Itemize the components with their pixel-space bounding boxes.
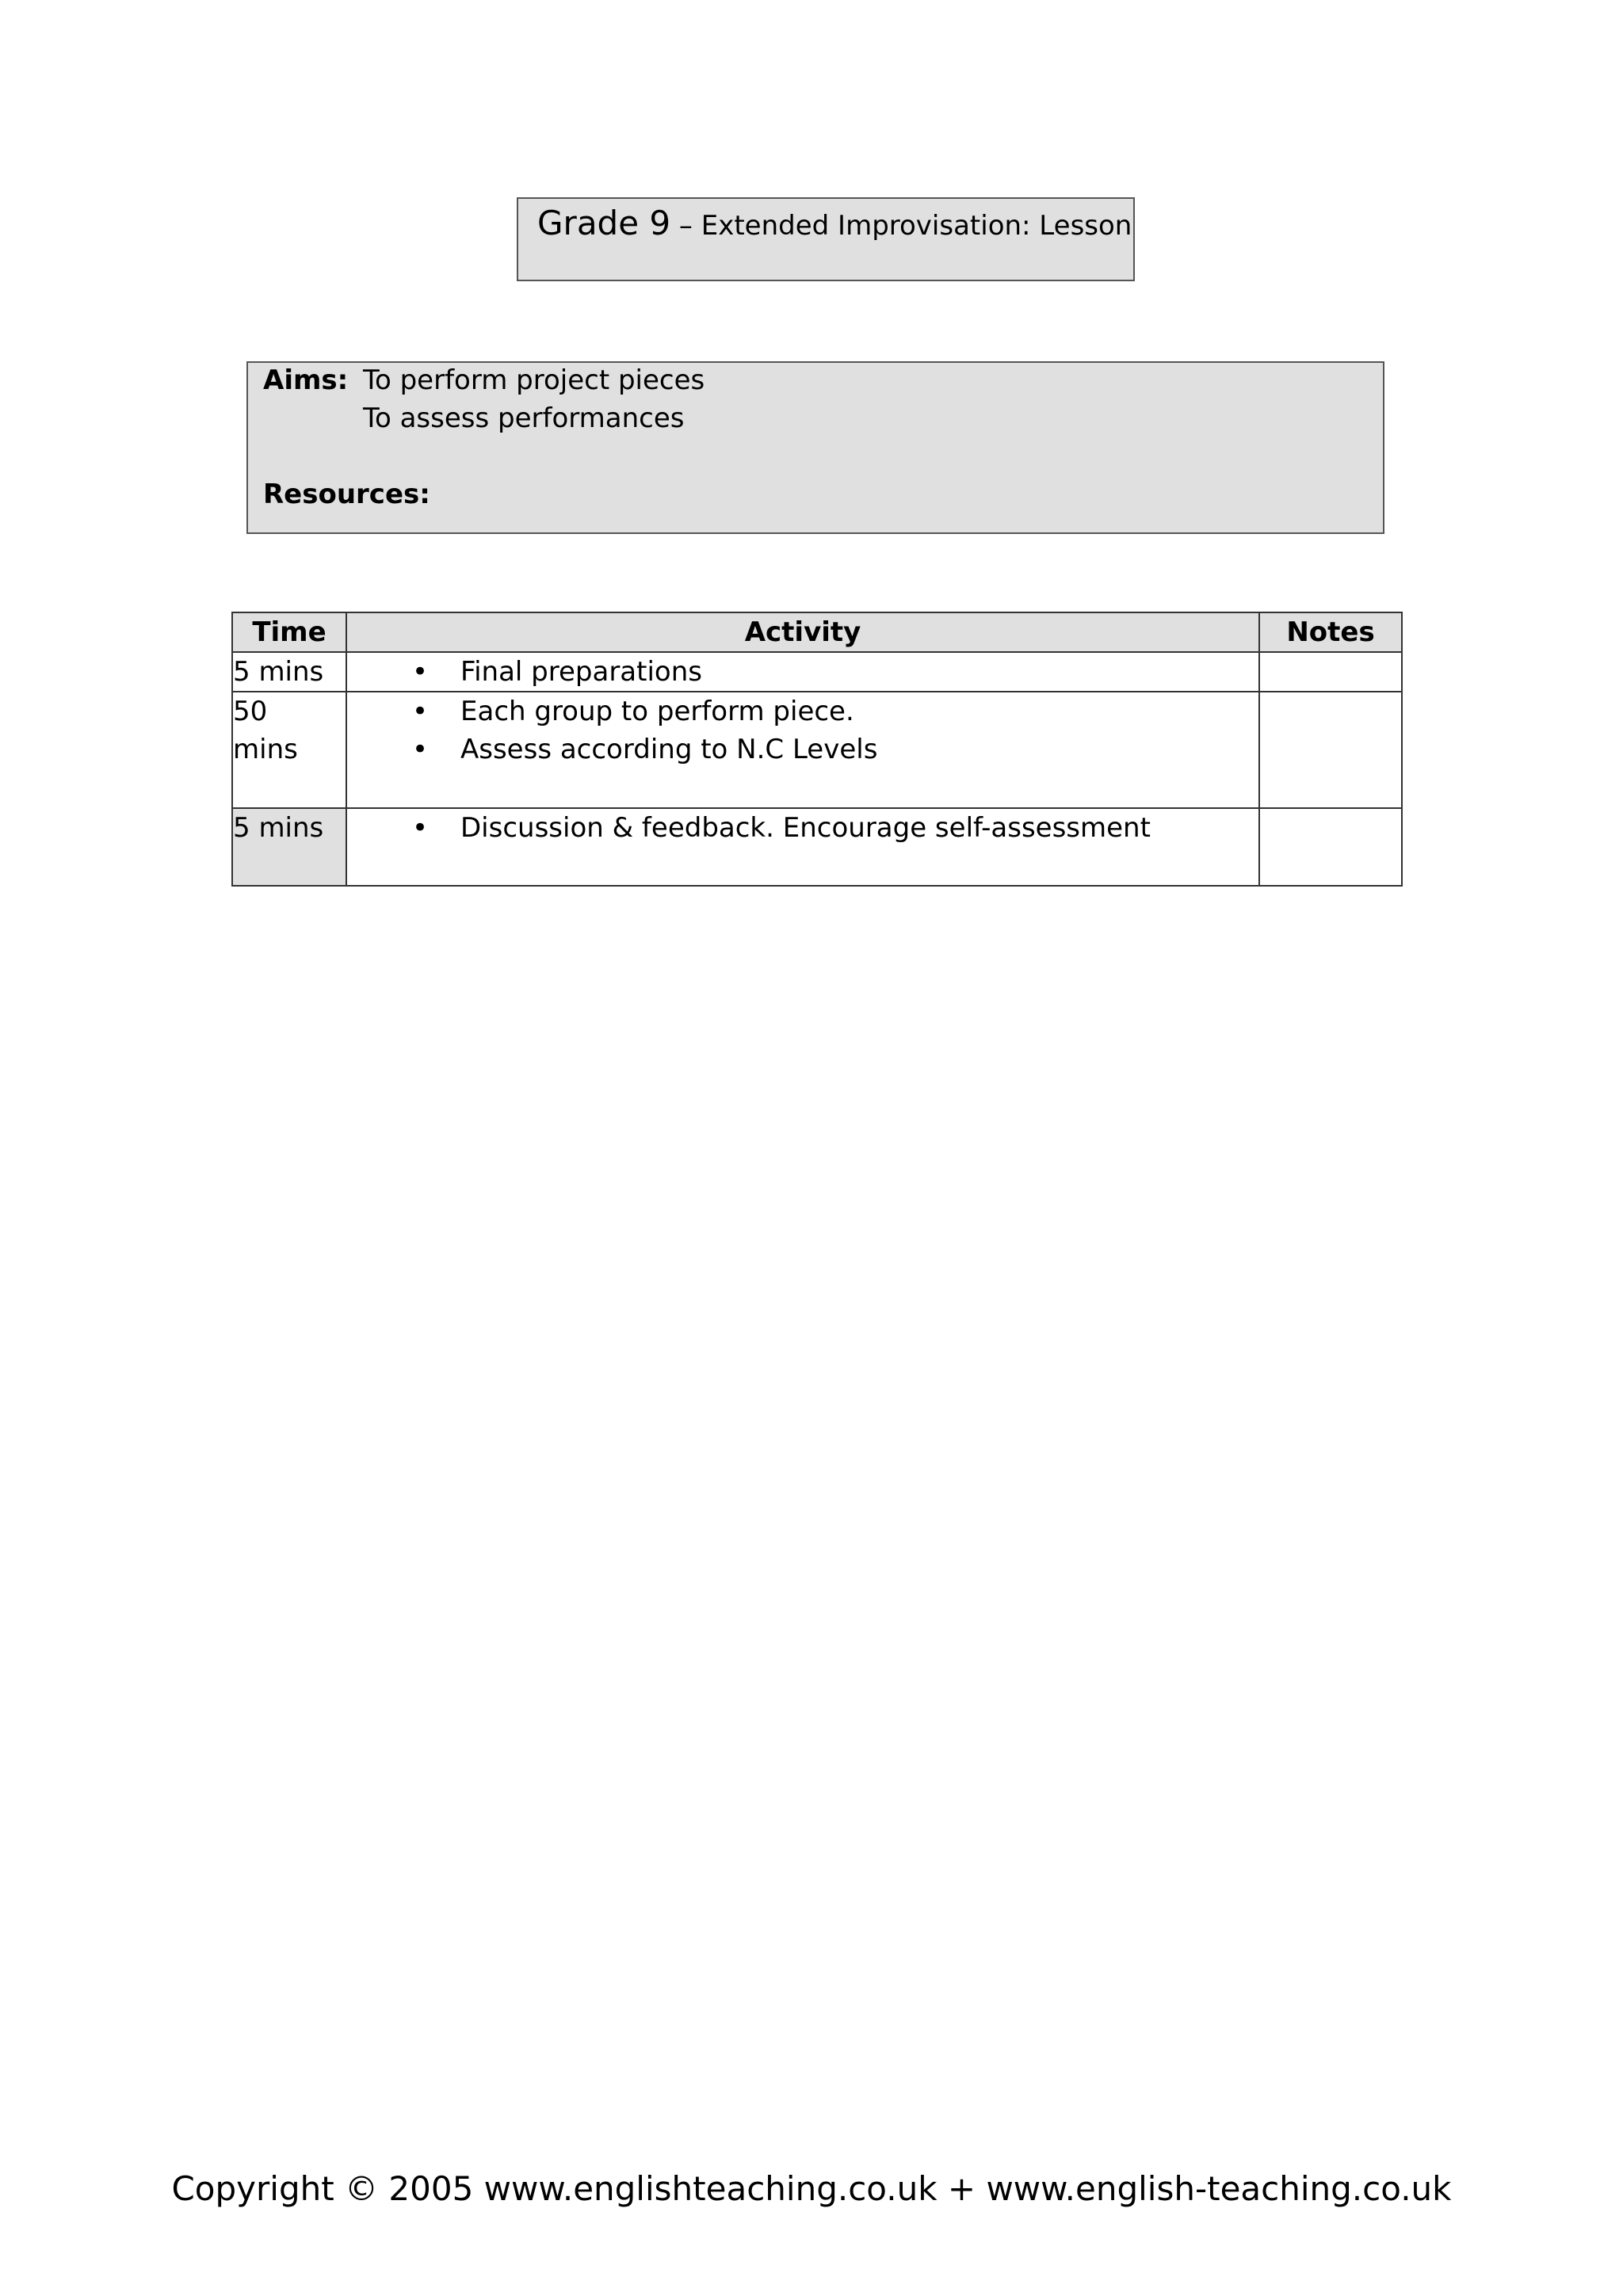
header-time: Time	[232, 612, 346, 652]
lesson-plan-table	[231, 612, 1403, 887]
time-cell: 5 mins	[232, 652, 346, 692]
table-row	[232, 808, 1402, 886]
activity-item	[347, 692, 1258, 730]
activity-text: Assess according to N.C Levels	[460, 734, 878, 765]
activity-item	[347, 730, 1258, 769]
bullet-icon: •	[412, 696, 429, 727]
activity-text: Final preparations	[460, 656, 702, 688]
time-text: 50 mins	[233, 696, 298, 765]
aims-box	[246, 361, 1384, 534]
time-cell	[232, 692, 346, 808]
bullet-icon: •	[412, 656, 429, 688]
bullet-icon: •	[412, 812, 429, 844]
header-activity: Activity	[346, 612, 1259, 652]
lesson-title-box	[517, 197, 1135, 281]
title-grade: Grade 9	[537, 204, 671, 242]
activity-text: Each group to perform piece.	[460, 696, 854, 727]
activity-text: Discussion & feedback. Encourage self-assessment	[460, 812, 1151, 844]
aims-label: Aims:	[263, 364, 349, 396]
notes-cell	[1259, 652, 1402, 692]
aim-line: To assess performances	[363, 402, 685, 434]
notes-cell	[1259, 808, 1402, 886]
table-row	[232, 692, 1402, 808]
activity-cell	[346, 692, 1259, 808]
bullet-icon: •	[412, 734, 429, 765]
aim-line: To perform project pieces	[363, 364, 705, 396]
activity-cell	[346, 808, 1259, 886]
notes-cell	[1259, 692, 1402, 808]
time-cell: 5 mins	[232, 808, 346, 886]
activity-item	[347, 809, 1258, 847]
activity-item	[347, 653, 1258, 691]
activity-cell	[346, 652, 1259, 692]
table-header-row	[232, 612, 1402, 652]
header-notes: Notes	[1259, 612, 1402, 652]
resources-label: Resources:	[263, 479, 430, 510]
title-text: Extended Improvisation: Lesson	[701, 210, 1132, 242]
table-row	[232, 652, 1402, 692]
copyright-footer: Copyright © 2005 www.englishteaching.co.uk + www.english-teaching.co.uk	[171, 2169, 1452, 2208]
title-dash: –	[670, 210, 701, 242]
